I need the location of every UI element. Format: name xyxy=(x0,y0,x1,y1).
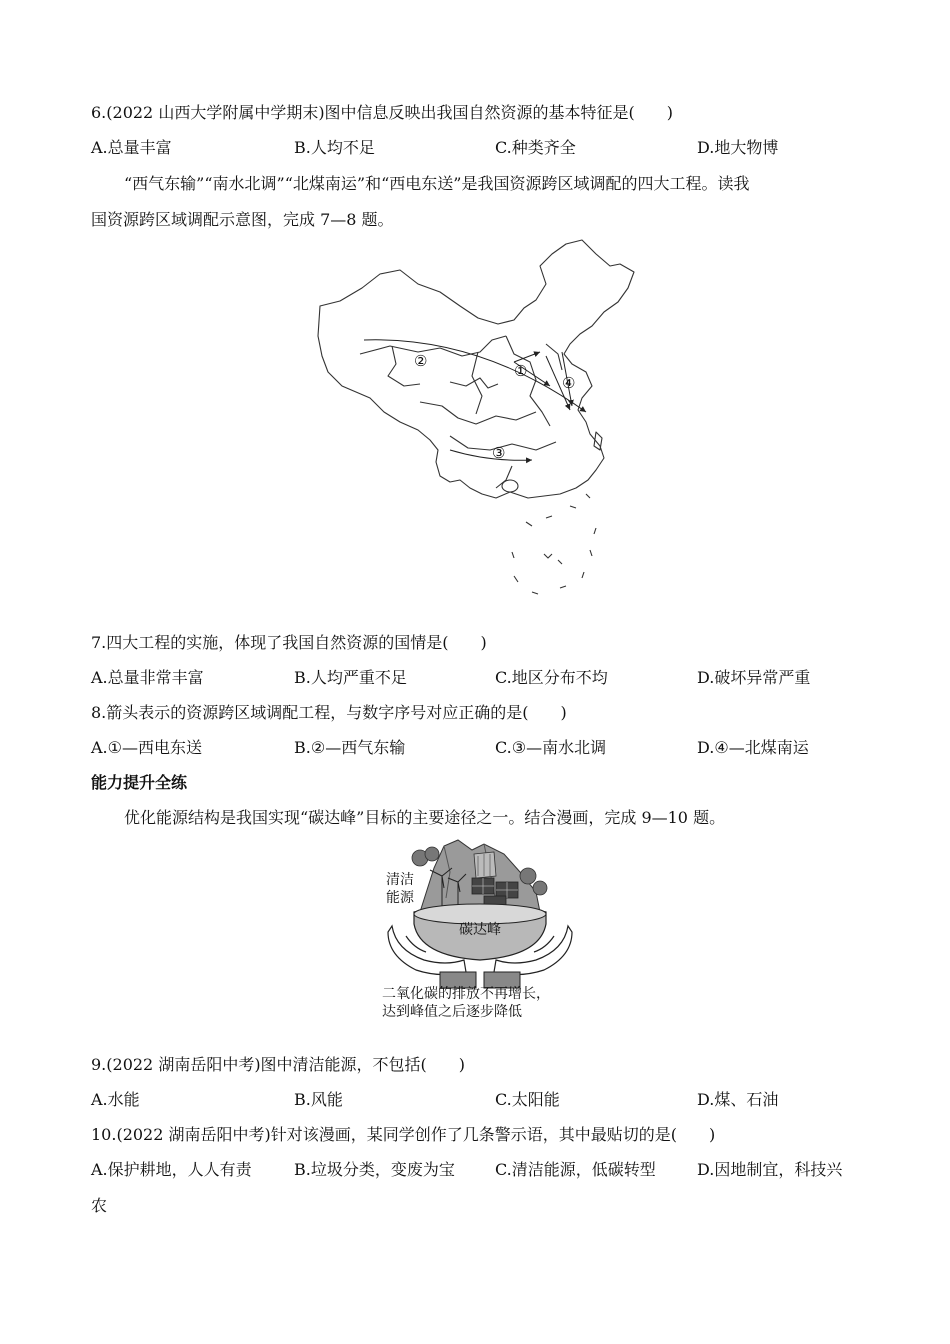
carbon-peak-label: 碳达峰 xyxy=(459,922,501,938)
q7-options xyxy=(91,668,861,690)
q10-option-c: C.清洁能源，低碳转型 xyxy=(495,1160,656,1179)
cartoon-caption-2: 达到峰值之后逐步降低 xyxy=(382,1004,522,1020)
q10-option-b: B.垃圾分类，变废为宝 xyxy=(294,1160,455,1179)
q8-options xyxy=(91,738,861,760)
map-label-4: ④ xyxy=(562,374,576,392)
q8-option-d: D.④—北煤南运 xyxy=(697,738,809,757)
hydropower-icon xyxy=(474,852,496,878)
clean-energy-label-2: 能源 xyxy=(386,890,414,906)
china-outline xyxy=(318,240,634,498)
clean-energy-label-1: 清洁 xyxy=(386,872,414,888)
q6-option-b: B.人均不足 xyxy=(294,138,375,157)
q6-option-d: D.地大物博 xyxy=(697,138,779,157)
q7-option-c: C.地区分布不均 xyxy=(495,668,608,687)
q9-option-b: B.风能 xyxy=(294,1090,343,1109)
map-label-2: ② xyxy=(414,352,428,370)
cartoon-caption-1: 二氧化碳的排放不再增长， xyxy=(382,986,550,1002)
q10-options xyxy=(91,1160,861,1182)
q10-stem: 10.(2022 湖南岳阳中考)针对该漫画，某同学创作了几条警示语，其中最贴切的是( ) xyxy=(91,1125,716,1144)
intro-9-10: 优化能源结构是我国实现“碳达峰”目标的主要途径之一。结合漫画，完成 9—10 题。 xyxy=(124,808,726,827)
map-label-1: ① xyxy=(514,362,528,380)
q6-option-c: C.种类齐全 xyxy=(495,138,576,157)
q8-option-a: A.①—西电东送 xyxy=(91,738,202,757)
map-arrow-2 xyxy=(364,340,586,412)
map-label-3: ③ xyxy=(492,444,506,462)
q9-stem: 9.(2022 湖南岳阳中考)图中清洁能源，不包括( ) xyxy=(91,1055,466,1074)
intro-7-8-line2: 国资源跨区域调配示意图，完成 7—8 题。 xyxy=(91,210,394,229)
q9-option-c: C.太阳能 xyxy=(495,1090,560,1109)
q10-option-a: A.保护耕地，人人有责 xyxy=(91,1160,252,1179)
q9-options xyxy=(91,1090,861,1112)
q6-option-a: A.总量丰富 xyxy=(91,138,172,157)
map-arrow-3 xyxy=(450,450,532,460)
q7-option-a: A.总量非常丰富 xyxy=(91,668,204,687)
q10-option-d-wrap: 农 xyxy=(91,1196,108,1215)
section-title: 能力提升全练 xyxy=(91,773,188,792)
q9-option-d: D.煤、石油 xyxy=(697,1090,779,1109)
q7-stem: 7.四大工程的实施，体现了我国自然资源的国情是( ) xyxy=(91,633,487,652)
q6-options xyxy=(91,138,861,160)
q8-option-c: C.③—南水北调 xyxy=(495,738,607,757)
q8-option-b: B.②—西气东输 xyxy=(294,738,406,757)
q6-stem: 6.(2022 山西大学附属中学期末)图中信息反映出我国自然资源的基本特征是( ) xyxy=(91,103,674,122)
q7-option-d: D.破坏异常严重 xyxy=(697,668,811,687)
intro-7-8-line1: “西气东输”“南水北调”“北煤南运”和“西电东送”是我国资源跨区域调配的四大工程。读我 xyxy=(124,174,750,193)
carbon-peak-cartoon xyxy=(380,832,580,1028)
q9-option-a: A.水能 xyxy=(91,1090,140,1109)
china-resource-map xyxy=(300,236,650,616)
q8-stem: 8.箭头表示的资源跨区域调配工程，与数字序号对应正确的是( ) xyxy=(91,703,567,722)
q10-option-d: D.因地制宜，科技兴 xyxy=(697,1160,843,1179)
q7-option-b: B.人均严重不足 xyxy=(294,668,407,687)
